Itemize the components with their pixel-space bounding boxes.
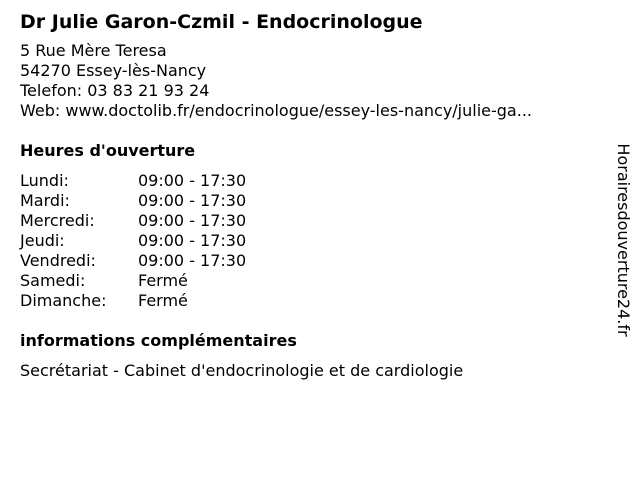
- hours-day: Mardi:: [20, 191, 70, 210]
- website-line: Web: www.doctolib.fr/endocrinologue/essey-les-nancy/julie-ga...: [20, 101, 532, 120]
- hours-day: Dimanche:: [20, 291, 107, 310]
- city-address: 54270 Essey-lès-Nancy: [20, 61, 207, 80]
- opening-hours-heading: Heures d'ouverture: [20, 141, 196, 160]
- hours-time: 09:00 - 17:30: [138, 191, 247, 210]
- hours-row-thursday: [20, 231, 610, 251]
- hours-row-saturday: [20, 271, 610, 291]
- hours-time: Fermé: [138, 291, 188, 310]
- hours-time: 09:00 - 17:30: [138, 251, 247, 270]
- hours-time: 09:00 - 17:30: [138, 231, 247, 250]
- street-address: 5 Rue Mère Teresa: [20, 41, 167, 60]
- opening-hours-table: [20, 171, 610, 311]
- hours-time: 09:00 - 17:30: [138, 171, 247, 190]
- hours-row-monday: [20, 171, 610, 191]
- hours-row-sunday: [20, 291, 610, 311]
- hours-day: Jeudi:: [20, 231, 65, 250]
- hours-row-tuesday: [20, 191, 610, 211]
- additional-info-heading: informations complémentaires: [20, 331, 297, 350]
- hours-day: Vendredi:: [20, 251, 96, 270]
- hours-time: 09:00 - 17:30: [138, 211, 247, 230]
- hours-row-friday: [20, 251, 610, 271]
- additional-info-text: Secrétariat - Cabinet d'endocrinologie et de cardiologie: [20, 361, 464, 380]
- hours-day: Samedi:: [20, 271, 86, 290]
- hours-row-wednesday: [20, 211, 610, 231]
- hours-time: Fermé: [138, 271, 188, 290]
- hours-day: Lundi:: [20, 171, 69, 190]
- site-watermark: Horairesdouverture24.fr: [614, 143, 633, 337]
- business-card: [20, 9, 610, 381]
- business-name: Dr Julie Garon-Czmil - Endocrinologue: [20, 11, 423, 33]
- hours-day: Mercredi:: [20, 211, 95, 230]
- phone-line: Telefon: 03 83 21 93 24: [20, 81, 210, 100]
